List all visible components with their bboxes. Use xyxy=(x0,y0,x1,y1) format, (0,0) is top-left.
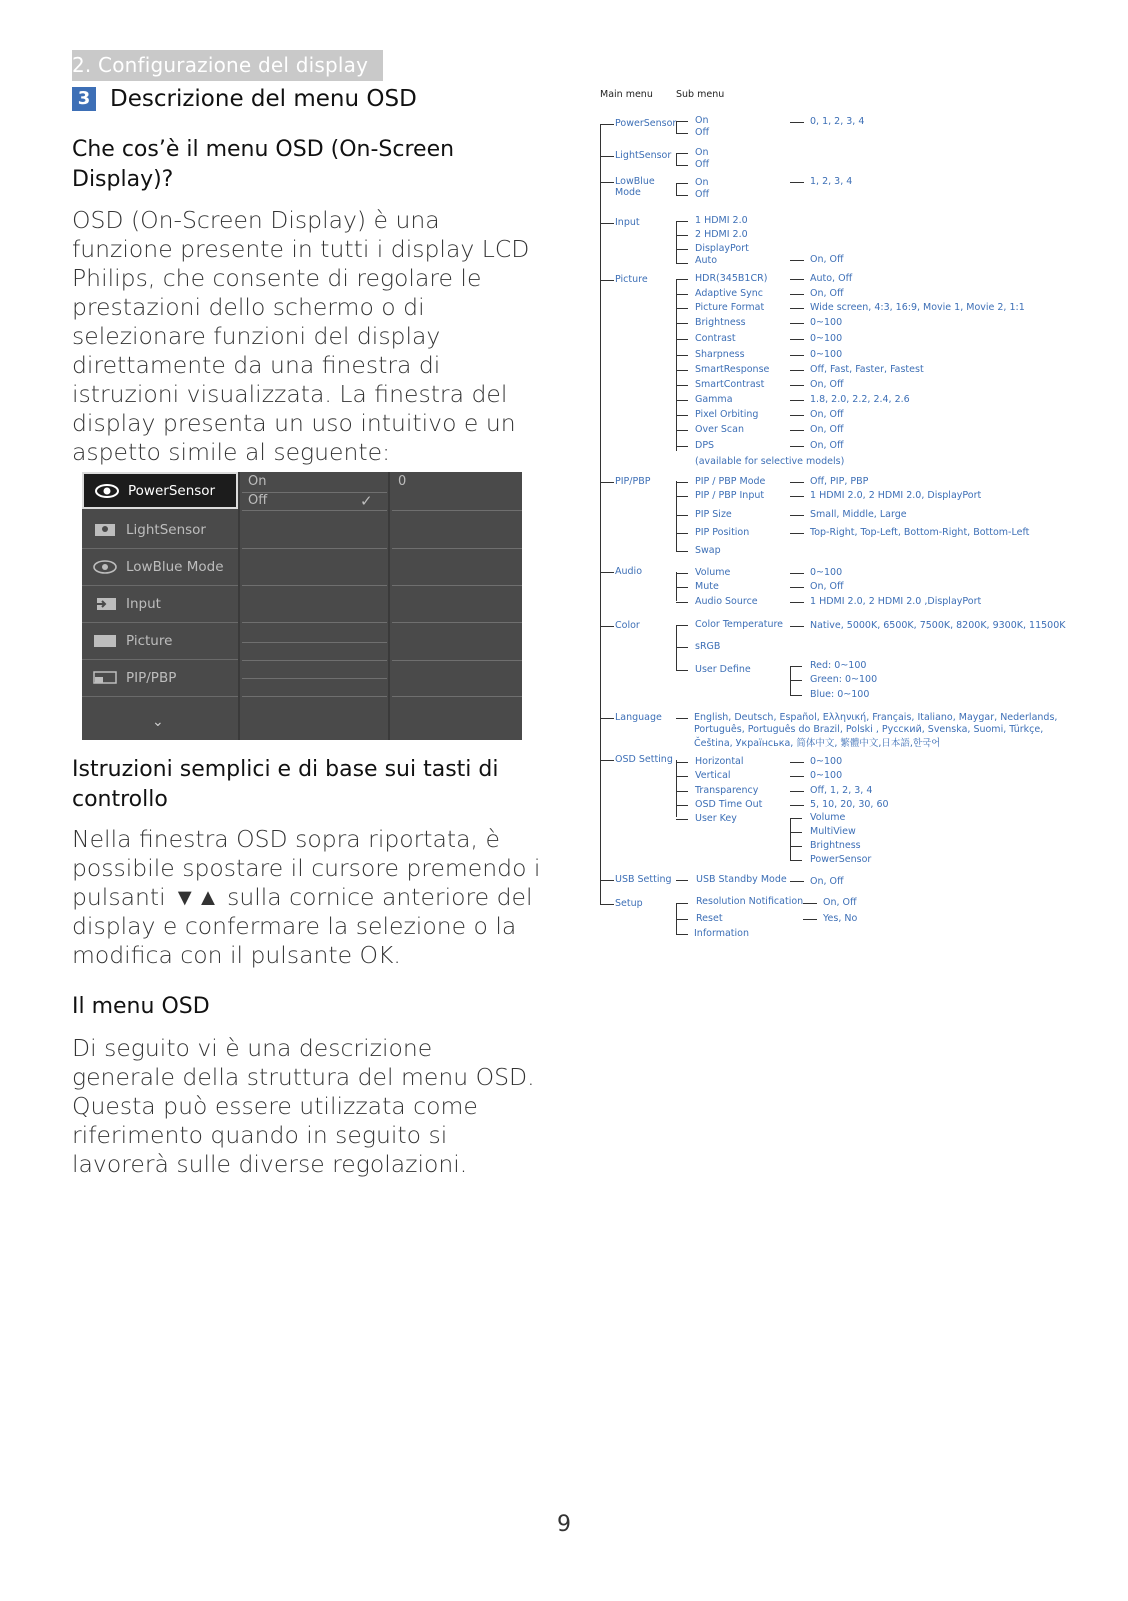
picture-item: Gamma xyxy=(695,394,733,405)
color-temp-values: Native, 5000K, 6500K, 7500K, 8200K, 9300K, 11500K xyxy=(810,620,1066,631)
picture-item: Contrast xyxy=(695,333,736,344)
osd-setting-item: Vertical xyxy=(695,770,731,781)
main-lowblue-2: Mode xyxy=(615,187,641,198)
main-input: Input xyxy=(615,217,640,228)
lowblue-off: Off xyxy=(695,189,710,200)
picture-value: On, Off xyxy=(810,379,844,390)
input-auto: Auto xyxy=(695,255,718,266)
lowblue-on: On xyxy=(695,177,709,188)
color-red: Red: 0~100 xyxy=(810,660,867,671)
color-green: Green: 0~100 xyxy=(810,674,878,685)
picture-item: Over Scan xyxy=(695,424,744,435)
pip-item: PIP Size xyxy=(695,509,732,520)
user-key-option: Volume xyxy=(810,812,846,823)
osd-setting-value: Off, 1, 2, 3, 4 xyxy=(810,785,873,796)
audio-value: 0~100 xyxy=(810,567,843,578)
osd-item-lightsensor: LightSensor xyxy=(82,511,238,549)
chapter-header: 2. Configurazione del display xyxy=(72,50,383,81)
main-powersensor: PowerSensor xyxy=(615,118,677,129)
audio-value: On, Off xyxy=(810,581,844,592)
picture-value: 0~100 xyxy=(810,317,843,328)
pip-value: Small, Middle, Large xyxy=(810,509,907,520)
section-number: 3 xyxy=(72,87,96,111)
color-user-define: User Define xyxy=(695,664,751,675)
picture-value: On, Off xyxy=(810,424,844,435)
setup-resolution-notification: Resolution Notification xyxy=(696,896,804,907)
lightsensor-on: On xyxy=(695,147,709,158)
pip-value: 1 HDMI 2.0, 2 HDMI 2.0, DisplayPort xyxy=(810,490,982,501)
setup-res-values: On, Off xyxy=(823,897,857,908)
instructions-paragraph: Nella finestra OSD sopra riportata, è possibile spostare il cursore premendo i pulsanti ▼▲ sulla cornice anteriore del display e confermare la selezione o la modifica con il pulsante OK. xyxy=(72,825,541,969)
osd-setting-value: 5, 10, 20, 30, 60 xyxy=(810,799,889,810)
audio-item: Volume xyxy=(695,567,731,578)
picture-item: SmartContrast xyxy=(695,379,765,390)
lightsensor-off: Off xyxy=(695,159,710,170)
picture-value: On, Off xyxy=(810,409,844,420)
picture-note: (available for selective models) xyxy=(695,456,845,467)
picture-item: Sharpness xyxy=(695,349,745,360)
input-hdmi2: 2 HDMI 2.0 xyxy=(695,229,748,240)
picture-value: 0~100 xyxy=(810,333,843,344)
picture-value: 1.8, 2.0, 2.2, 2.4, 2.6 xyxy=(810,394,910,405)
picture-item: DPS xyxy=(695,440,715,451)
powersensor-off: Off xyxy=(695,127,710,138)
main-pippbp: PIP/PBP xyxy=(615,476,651,487)
header-sub-menu: Sub menu xyxy=(676,89,725,100)
menu-paragraph: Di seguito vi è una descrizione generale della struttura del menu OSD. Questa può essere utilizzata come riferimento quando in seguito si lavorerà sulle diverse regolazioni. xyxy=(72,1034,535,1178)
color-blue: Blue: 0~100 xyxy=(810,689,870,700)
pip-item: Swap xyxy=(695,545,721,556)
check-icon: ✓ xyxy=(360,492,373,510)
main-language: Language xyxy=(615,712,662,723)
osd-item-powersensor: PowerSensor xyxy=(82,472,238,509)
picture-item: HDR(345B1CR) xyxy=(695,273,768,284)
osd-setting-item: Transparency xyxy=(695,785,759,796)
lowblue-values: 1, 2, 3, 4 xyxy=(810,176,853,187)
pip-item: PIP / PBP Mode xyxy=(695,476,766,487)
osd-item-input: Input xyxy=(82,585,238,623)
picture-item: Adaptive Sync xyxy=(695,288,763,299)
audio-value: 1 HDMI 2.0, 2 HDMI 2.0 ,DisplayPort xyxy=(810,596,982,607)
usb-standby-mode: USB Standby Mode xyxy=(696,874,787,885)
language-line1: English, Deutsch, Español, Ελληνική, Français, Italiano, Maygar, Nederlands, xyxy=(694,712,1058,723)
instructions-heading: Istruzioni semplici e di base sui tasti di controllo xyxy=(72,757,499,812)
user-key-option: PowerSensor xyxy=(810,854,872,865)
picture-value: On, Off xyxy=(810,288,844,299)
pip-value: Top-Right, Top-Left, Bottom-Right, Bottom-Left xyxy=(810,527,1030,538)
picture-value: 0~100 xyxy=(810,349,843,360)
main-color: Color xyxy=(615,620,640,631)
pip-item: PIP Position xyxy=(695,527,750,538)
main-setup: Setup xyxy=(615,898,643,909)
main-lightsensor: LightSensor xyxy=(615,150,672,161)
osd-value: 0 xyxy=(398,474,407,489)
main-audio: Audio xyxy=(615,566,643,577)
osd-setting-value: 0~100 xyxy=(810,770,843,781)
input-auto-values: On, Off xyxy=(810,254,844,265)
osd-item-pippbp: PIP/PBP xyxy=(82,659,238,697)
picture-item: Brightness xyxy=(695,317,746,328)
osd-setting-item: User Key xyxy=(695,813,737,824)
setup-reset-values: Yes, No xyxy=(823,913,858,924)
question-heading: Che cos’è il menu OSD (On-Screen Display)? xyxy=(72,137,455,192)
menu-heading: Il menu OSD xyxy=(72,994,210,1019)
picture-value: Off, Fast, Faster, Fastest xyxy=(810,364,924,375)
picture-value: Wide screen, 4:3, 16:9, Movie 1, Movie 2, 1:1 xyxy=(810,302,1025,313)
language-line3: Čeština, Українська, 简体中文, 繁體中文,日本語,한국어 xyxy=(694,738,941,749)
pip-value: Off, PIP, PBP xyxy=(810,476,869,487)
usb-values: On, Off xyxy=(810,876,844,887)
input-hdmi1: 1 HDMI 2.0 xyxy=(695,215,748,226)
osd-sub-on: On xyxy=(248,474,267,489)
language-line2: Português, Português do Brazil, Polski , Русский, Svenska, Suomi, Türkçe, xyxy=(694,724,1044,735)
picture-value: Auto, Off xyxy=(810,273,853,284)
audio-item: Mute xyxy=(695,581,719,592)
main-usb-setting: USB Setting xyxy=(615,874,672,885)
picture-item: Pixel Orbiting xyxy=(695,409,759,420)
picture-item: Picture Format xyxy=(695,302,765,313)
main-osd-setting: OSD Setting xyxy=(615,754,673,765)
color-temperature: Color Temperature xyxy=(695,619,784,630)
intro-paragraph: OSD (On-Screen Display) è una funzione presente in tutti i display LCD Philips, che consente di regolare le prestazioni dello schermo o di selezionare funzioni del display direttamente da una finestra di istruzioni visualizzata. La finestra del display presenta un uso intuitivo e un aspetto simile al seguente: xyxy=(72,206,530,466)
page-number: 9 xyxy=(557,1512,571,1537)
color-srgb: sRGB xyxy=(695,641,721,652)
user-key-option: Brightness xyxy=(810,840,861,851)
powersensor-values: 0, 1, 2, 3, 4 xyxy=(810,116,865,127)
audio-item: Audio Source xyxy=(695,596,758,607)
picture-item: SmartResponse xyxy=(695,364,770,375)
pip-item: PIP / PBP Input xyxy=(695,490,765,501)
powersensor-on: On xyxy=(695,115,709,126)
user-key-option: MultiView xyxy=(810,826,856,837)
main-picture: Picture xyxy=(615,274,648,285)
setup-reset: Reset xyxy=(696,913,723,924)
osd-setting-item: Horizontal xyxy=(695,756,744,767)
picture-value: On, Off xyxy=(810,440,844,451)
setup-information: Information xyxy=(694,928,749,939)
osd-item-picture: Picture xyxy=(82,622,238,660)
osd-item-lowblue: LowBlue Mode xyxy=(82,548,238,586)
input-dp: DisplayPort xyxy=(695,243,749,254)
osd-setting-value: 0~100 xyxy=(810,756,843,767)
osd-setting-item: OSD Time Out xyxy=(695,799,763,810)
header-main-menu: Main menu xyxy=(600,89,653,100)
osd-sub-off: Off xyxy=(248,493,268,508)
chevron-down-icon: ⌄ xyxy=(152,714,164,730)
section-title: Descrizione del menu OSD xyxy=(110,86,417,112)
main-lowblue: LowBlue xyxy=(615,176,655,187)
